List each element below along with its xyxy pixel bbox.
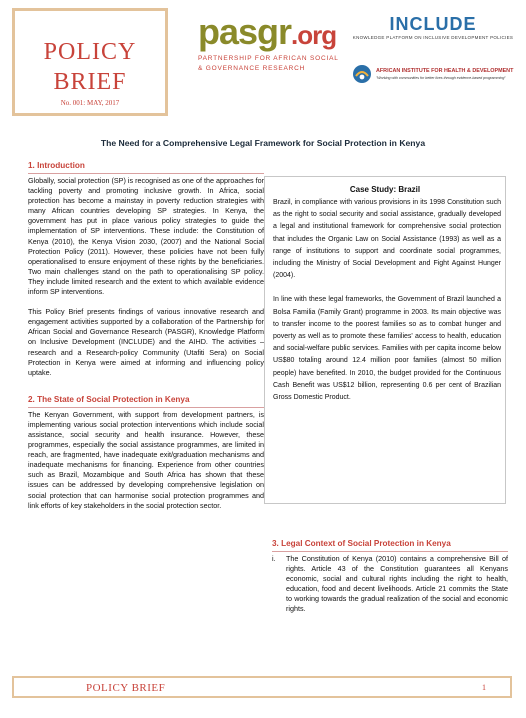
badge-title-policy: POLICY xyxy=(43,39,137,65)
include-wordmark: INCLUDE xyxy=(389,14,477,34)
left-column xyxy=(28,160,264,511)
badge-title-brief: BRIEF xyxy=(53,69,127,95)
footer-bar xyxy=(12,676,512,698)
section-divider xyxy=(28,173,264,174)
pasgr-logo xyxy=(198,11,344,73)
include-logo xyxy=(352,14,514,40)
section-divider xyxy=(28,407,264,408)
section-heading-legal: 3. Legal Context of Social Protection in Kenya xyxy=(272,539,451,548)
intro-paragraph-2: This Policy Brief presents findings of various innovative research and engagement activities supported by a collaboration of the Partnership for African Social and Governance Research (PASGR), Knowledge Platform on Inclusive Development (INCLUDE) and the AIHD. The activities – research and a Research-policy Community (Utafiti Sera) on Social Protection in Kenya were aimed at informing and influencing policy uptake. xyxy=(28,307,264,377)
issue-number: No. 001: MAY, 2017 xyxy=(60,99,120,107)
footer-label: POLICY BRIEF xyxy=(86,682,166,694)
legal-list xyxy=(272,554,508,615)
section-heading-introduction: 1. Introduction xyxy=(28,161,85,170)
case-study-text xyxy=(273,197,501,404)
page-number: 1 xyxy=(482,683,486,692)
pasgr-org: .org xyxy=(291,20,337,50)
list-item-text: The Constitution of Kenya (2010) contains a comprehensive Bill of rights. Article 43 of the Constitution guarantees all Kenyans economic, social and cultural rights including the right to health, education, food and decent livelihoods. Article 21 commits the State to working towards the gradual realization of the social and economic rights. xyxy=(286,554,508,614)
case-study-box xyxy=(264,176,506,504)
aihd-name: AFRICAN INSTITUTE FOR HEALTH & DEVELOPMENT xyxy=(376,68,514,74)
pasgr-wordmark: pasgr xyxy=(198,11,292,52)
aihd-emblem-icon xyxy=(352,64,372,84)
case-study-paragraph-1: Brazil, in compliance with various provisions in its 1998 Constitution such as the right to social security and social assistance, gradually developed a legal and institutional framework for comprehensive social protection that includes the Organic Law on Social Assistance (1993) as well as a range of institutions to support and coordinate social programmes, including the Ministry of Social Development and Fight Against Hunger (2004). xyxy=(273,199,501,280)
policy-brief-badge xyxy=(12,8,168,116)
list-item-number: i. xyxy=(272,554,276,563)
pasgr-tagline-2: & GOVERNANCE RESEARCH xyxy=(198,65,306,72)
pasgr-tagline-1: PARTNERSHIP FOR AFRICAN SOCIAL xyxy=(198,55,339,62)
section-heading-state: 2. The State of Social Protection in Kenya xyxy=(28,394,190,404)
include-subtitle: KNOWLEDGE PLATFORM ON INCLUSIVE DEVELOPMENT POLICIES xyxy=(352,35,514,40)
right-column xyxy=(272,538,508,615)
section-divider xyxy=(272,551,508,552)
case-study-paragraph-2: In line with these legal frameworks, the Government of Brazil launched a Bolsa Familia (Family Grant) programme in 2003. Its main objective was to transfer income to the poorest families so as to combat hunger and poverty as well as to promote these families' access to health, education and social-welfare public services. Families with per capita income below US$80 totaling around 12.4 million poor families (almost 50 million people) have benefited. In 2010, the budget provided for the Continuous Cash Benefit was US$12 billion, representing 0.6 per cent of Brazilian Gross Domestic Product. xyxy=(273,296,501,402)
case-study-title: Case Study: Brazil xyxy=(349,185,421,194)
aihd-logo xyxy=(352,62,514,94)
list-item xyxy=(272,554,508,615)
aihd-tagline: "Working with communities for better lives through evidence-based programming" xyxy=(376,76,506,80)
state-paragraph-1: The Kenyan Government, with support from development partners, is implementing various social protection interventions which include social assistance, social security and health insurance. However, these programmes, especially the social assistance programmes, are limited in reach, are fragmented, have inadequate exit/graduation mechanisms and inadequate mechanisms for financing. Experience from other countries such as Brazil, Mozambique and South Africa has shown that these issues can be addressed by developing comprehensive legislation on social protection that can harmonise social protection programmes and link efforts of key stakeholders in the social protection sector. xyxy=(28,409,264,510)
intro-paragraph-1: Globally, social protection (SP) is recognised as one of the approaches for tackling poverty and promoting inclusive growth. In Africa, social protection has become a mainstay in poverty reduction strategies with many African countries developing SP strategies. In Kenya, the government has put in place various policy strategies to guide the implementation of SP interventions. These include: the Constitution of Kenya (2010), the Kenya Vision 2030, (2007) and the National Social Protection Policy (2011). However, these policies have not been fully operationalised to ensure enjoyment of these rights by the beneficiaries. Two main challenges stand on the path to operationalising SP policy. They include limited research and the extent to which available evidence inform SP interventions. xyxy=(28,176,264,297)
page-title: The Need for a Comprehensive Legal Framework for Social Protection in Kenya xyxy=(100,138,426,148)
